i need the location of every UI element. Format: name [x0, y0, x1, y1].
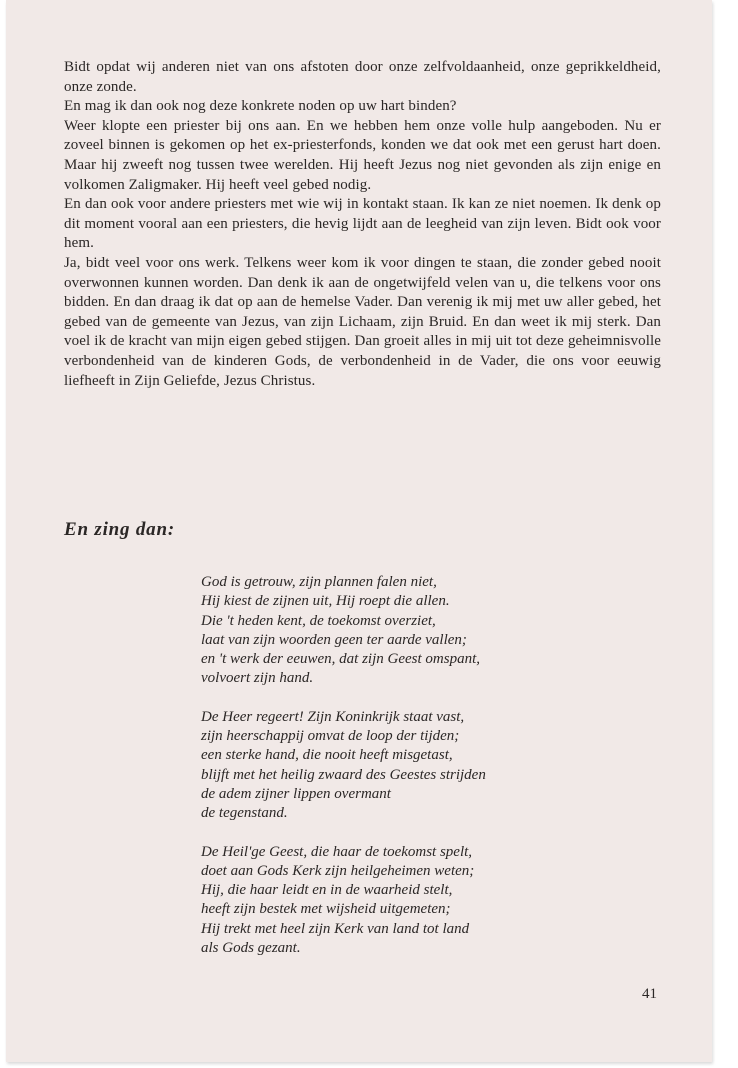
prose-paragraph-2: En mag ik dan ook nog deze konkrete noden op uw hart binden? [64, 98, 457, 115]
poem-line: als Gods gezant. [201, 940, 301, 957]
prose-paragraph-4: En dan ook voor andere priesters met wie wij in kontakt staan. Ik kan ze niet noemen. Ik denk op dit moment vooral aan een priesters, die hevig lijdt aan de leegheid van zijn leven. Bidt ook voor hem. [64, 196, 661, 252]
prose-paragraph-5: Ja, bidt veel voor ons werk. Telkens weer kom ik voor dingen te staan, die zonder gebed nooit overwonnen kunnen worden. Dan denk ik aan de ongetwijfeld velen van u, die telkens voor ons bidden. En dan draag ik dat op aan de hemelse Vader. Dan verenig ik mij met uw aller gebed, het gebed van de gemeente van Jezus, van zijn Lichaam, zijn Bruid. En dan weet ik mij sterk. Dan voel ik de kracht van mijn eigen gebed stijgen. Dan groeit alles in mij uit tot deze geheimnisvolle verbondenheid van de kinderen Gods, de verbondenheid in de Vader, die ons voor eeuwig liefheeft in Zijn Geliefde, Jezus Christus. [64, 254, 661, 389]
prose-body [64, 58, 661, 391]
poem-line: De Heer regeert! Zijn Koninkrijk staat vast, [201, 708, 465, 725]
poem-line: heeft zijn bestek met wijsheid uitgemeten; [201, 901, 451, 918]
poem-line: Die 't heden kent, de toekomst overziet, [201, 612, 436, 629]
poem-line: zijn heerschappij omvat de loop der tijden; [201, 728, 460, 745]
prose-paragraph-1: Bidt opdat wij anderen niet van ons afstoten door onze zelfvoldaanheid, onze geprikkeldheid, onze zonde. [64, 59, 661, 95]
document-page [6, 0, 712, 1062]
poem-line: de adem zijner lippen overmant [201, 785, 391, 802]
poem-line: blijft met het heilig zwaard des Geestes strijden [201, 766, 486, 783]
poem-stanza-1 [201, 573, 641, 689]
poem-stanza-3 [201, 843, 641, 959]
poem-line: volvoert zijn hand. [201, 670, 314, 687]
poem-line: Hij, die haar leidt en in de waarheid stelt, [201, 882, 453, 899]
poem-line: de tegenstand. [201, 805, 288, 822]
poem-line: God is getrouw, zijn plannen falen niet, [201, 574, 437, 590]
section-heading: En zing dan: [64, 519, 175, 540]
poem-line: doet aan Gods Kerk zijn heilgeheimen weten; [201, 862, 475, 879]
poem-line: laat van zijn woorden geen ter aarde vallen; [201, 631, 467, 648]
poem-line: Hij kiest de zijnen uit, Hij roept die allen. [201, 593, 450, 610]
poem-line: Hij trekt met heel zijn Kerk van land tot land [201, 920, 470, 937]
poem [201, 573, 641, 977]
poem-line: een sterke hand, die nooit heeft misgetast, [201, 747, 453, 764]
poem-line: en 't werk der eeuwen, dat zijn Geest omspant, [201, 651, 480, 668]
poem-line: De Heil'ge Geest, die haar de toekomst spelt, [201, 843, 473, 860]
page-number: 41 [642, 986, 657, 1002]
poem-stanza-2 [201, 708, 641, 824]
prose-paragraph-3: Weer klopte een priester bij ons aan. En we hebben hem onze volle hulp aangeboden. Nu er zoveel binnen is gekomen op het ex-priesterfonds, konden we dat ook met een gerust hart doen. Maar hij zweeft nog tussen twee werelden. Hij heeft Jezus nog niet gevonden als zijn enige en volkomen Zaligmaker. Hij heeft veel gebed nodig. [64, 117, 661, 193]
